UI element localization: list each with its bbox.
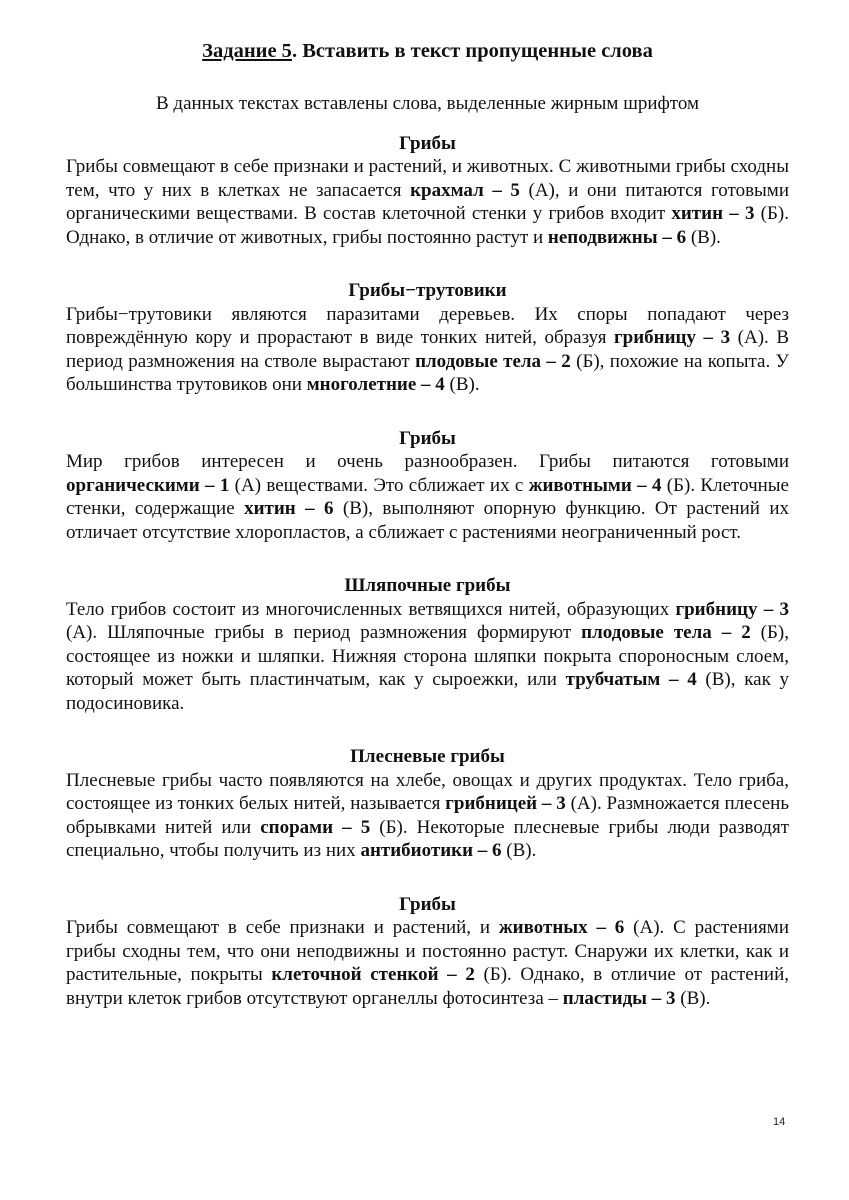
- text-run: Тело грибов состоит из многочисленных ветвящихся нитей, образующих: [66, 598, 676, 620]
- inserted-word: спорами – 5: [260, 816, 371, 838]
- section-paragraph: [66, 598, 789, 716]
- instruction-text: В данных текстах вставлены слова, выделенные жирным шрифтом: [155, 93, 700, 114]
- text-run: Грибы совмещают в себе признаки и растений, и животных. С животными грибы сходны тем, что у них в клетках не запасается: [66, 156, 789, 201]
- section-heading: Грибы: [399, 427, 456, 449]
- text-run: (А) веществами. Это сближает их с: [229, 474, 529, 496]
- text-section-cap-mushrooms: [66, 574, 789, 715]
- inserted-word: многолетние – 4: [306, 374, 445, 395]
- inserted-word: крахмал – 5: [410, 179, 520, 201]
- inserted-word: пластиды – 3: [562, 987, 676, 1009]
- text-run: (А). Размножается плесень обрывками нитей или: [66, 793, 789, 838]
- text-run: (В).: [444, 374, 480, 395]
- inserted-word: трубчатым – 4: [565, 669, 697, 690]
- text-section-mushrooms-3: [66, 893, 789, 1011]
- text-run: Плесневые грибы часто появляются на хлебе, овощах и других продуктах. Тело гриба, состоящее из тонких белых нитей, называется: [66, 769, 789, 814]
- text-section-tinder-fungi: [66, 279, 789, 397]
- section-heading: Шляпочные грибы: [344, 575, 511, 596]
- inserted-word: грибницу – 3: [675, 598, 790, 620]
- inserted-word: грибницу – 3: [614, 327, 731, 348]
- section-heading: Грибы−трутовики: [348, 280, 507, 301]
- inserted-word: хитин – 6: [244, 498, 334, 519]
- inserted-word: органическими – 1: [66, 474, 230, 496]
- inserted-word: грибницей – 3: [445, 793, 566, 814]
- text-run: (Б), похожие на копыта. У большинства трутовиков они: [66, 350, 790, 395]
- section-heading: Плесневые грибы: [350, 746, 505, 767]
- inserted-word: животными – 4: [528, 474, 662, 496]
- inserted-word: неподвижны – 6: [547, 226, 687, 248]
- text-run: (Б). Некоторые плесневые грибы люди разводят специально, чтобы получить из них: [66, 816, 789, 861]
- text-section-mushrooms-2: [66, 427, 789, 545]
- task-number: Задание 5: [202, 40, 292, 62]
- section-paragraph: [66, 916, 789, 1010]
- inserted-word: клеточной стенкой – 2: [271, 964, 475, 985]
- text-run: (В).: [675, 987, 711, 1009]
- page-number: 14: [773, 1116, 786, 1128]
- text-run: Грибы−трутовики являются паразитами деревьев. Их споры попадают через повреждённую кору и прорастают в виде тонких нитей, образуя: [66, 303, 789, 348]
- task-title-text: . Вставить в текст пропущенные слова: [291, 40, 653, 62]
- text-run: (Б), состоящее из ножки и шляпки. Нижняя сторона шляпки покрыта спороносным слоем, который может быть пластинчатым, как у сыроежки, или: [66, 622, 789, 690]
- inserted-word: антибиотики – 6: [360, 840, 502, 861]
- text-section-mold-fungi: [66, 745, 789, 863]
- text-section-mushrooms-1: [66, 132, 789, 250]
- section-heading: Грибы: [399, 893, 456, 915]
- text-run: Грибы совмещают в себе признаки и растений, и: [66, 917, 499, 938]
- text-run: (А), и они питаются готовыми органическими веществами. В состав клеточной стенки у грибов входит: [66, 179, 789, 224]
- inserted-word: плодовые тела – 2: [415, 350, 571, 372]
- section-paragraph: [66, 303, 789, 397]
- text-run: (В).: [501, 840, 537, 861]
- section-heading: Грибы: [399, 132, 456, 154]
- text-run: (А). С растениями грибы сходны тем, что они неподвижны и постоянно растут. Снаружи их клетки, как и растительные, покрыты: [66, 917, 789, 985]
- text-run: Мир грибов интересен и очень разнообразен. Грибы питаются готовыми: [66, 451, 789, 472]
- section-paragraph: [66, 450, 789, 544]
- text-run: (В), выполняют опорную функцию. От растений их отличает отсутствие хлоропластов, а сближает с растениями неограниченный рост.: [66, 498, 789, 543]
- section-paragraph: [66, 155, 789, 249]
- text-run: (Б). Однако, в отличие от растений, внутри клеток грибов отсутствуют органеллы фотосинтеза –: [66, 964, 789, 1009]
- text-run: (В).: [686, 226, 721, 248]
- section-paragraph: [66, 769, 789, 863]
- text-run: (В), как у подосиновика.: [66, 669, 789, 714]
- inserted-word: плодовые тела – 2: [581, 622, 751, 643]
- page-title: [66, 38, 789, 64]
- inserted-word: животных – 6: [498, 917, 625, 938]
- inserted-word: хитин – 3: [671, 203, 755, 224]
- document-page: [66, 38, 789, 1032]
- text-run: (А). Шляпочные грибы в период размножения формируют: [66, 622, 582, 643]
- text-run: (Б). Однако, в отличие от животных, грибы постоянно растут и: [66, 203, 789, 248]
- text-run: (Б). Клеточные стенки, содержащие: [66, 474, 789, 519]
- text-run: (А). В период размножения на стволе вырастают: [66, 327, 789, 372]
